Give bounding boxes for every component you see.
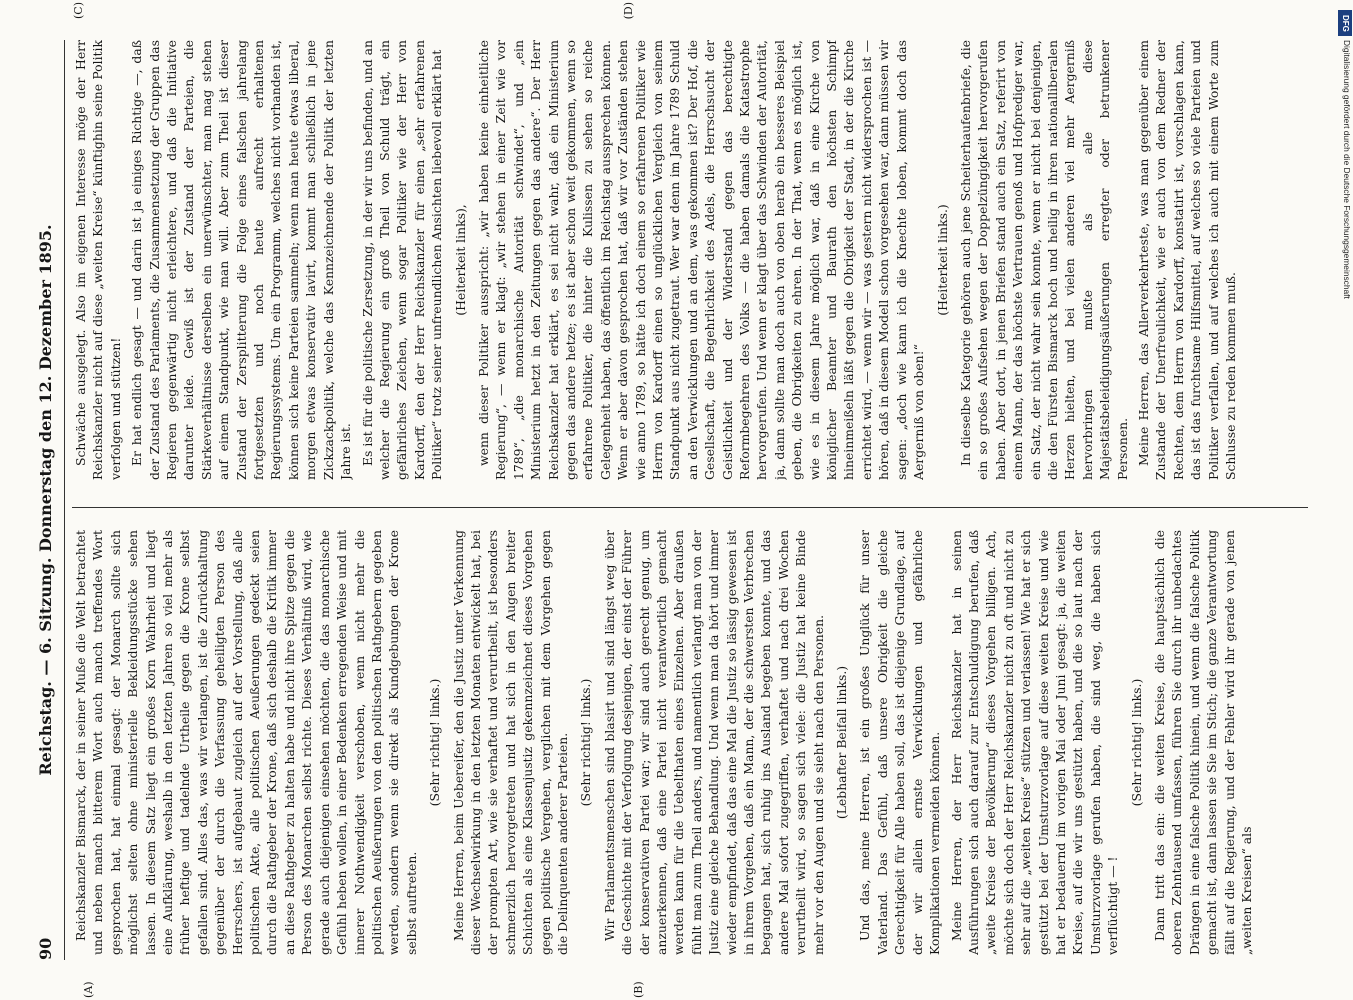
margin-marker-a: (A) <box>82 981 95 998</box>
paragraph: wenn dieser Politiker ausspricht: „wir haben keine einheitliche Regierung“, — wenn er klagt: „wir stehen in einer Zeit wie vor 1789“, „die monarchische Autorität schwindet“, und „ein Ministerium hetzt in den Zeitungen gegen das andere“. Der Herr Reichskanzler hat erklärt, es sei nicht wahr, daß ein Ministerium gegen das andere hetze; es ist aber schon weit gekommen, wenn so erfahrene Politiker, die hinter die Kulissen zu sehen so reiche Gelegenheit haben, das öffentlich im Reichstag aussprechen können. Wenn er aber davon gesprochen hat, daß wir vor Zuständen stehen wie anno 1789, so hätte ich doch einem so erfahrenen Politiker wie Herrn von Kardorff einen so unglücklichen Vergleich von seinem Standpunkt aus nicht zugetraut. Wer war denn im Jahre 1789 Schuld an den Verwicklungen und an dem, was gekommen ist? Der Hof, die Gesellschaft, die Begehrlichkeit des Adels, die Herrschsucht der Geistlichkeit und der Widerstand gegen das berechtigte Reformbegehren des Volks — die haben damals die Katastrophe hervorgerufen. Und wenn er klagt über das Schwinden der Autorität, ja, dann sollte man doch auch von oben herab ein besseres Beispiel geben, die Obrigkeiten zu ehren. In der That, wenn es möglich ist, wie es in diesem Jahre möglich war, daß in eine Kirche von königlicher Beamter und Baurath den höchsten Schimpf hineinmeißeln läßt gegen die Obrigkeit der Stadt, in der die Kirche errichtet wird, — wenn wir — was gestern nicht widersprochen ist — hören, daß in diesem Modell schon vorgesehen war, dann müssen wir sagen: „doch wie kann ich die Knechte loben, kommt doch das Aergerniß von oben!“ <box>475 40 927 480</box>
dfg-logo: DFG <box>1338 10 1352 36</box>
paragraph: In dieselbe Kategorie gehören auch jene Scheiterhaufenbriefe, die ein so großes Aufsehen wegen der Doppelzüngigkeit hervorgerufen haben. Aber dort, in jenen Briefen stand auch ein Satz, referirt von einem Mann, der das höchste Vertrauen genoß und Hofprediger war, ein Satz, der nicht wahr sein konnte, wenn er nicht bei denjenigen, die den Fürsten Bismarck hoch und heilig in ihren nationalliberalen Herzen hielten, und bei vielen anderen viel mehr Aergerniß hervorbringen mußte als alle diese Majestätsbeleidigungsäußerungen erregter oder betrunkener Personen. <box>957 40 1130 480</box>
column-divider <box>72 507 1308 508</box>
interjection: (Lebhafter Beifall links.) <box>834 665 850 820</box>
paragraph: Wir Parlamentsmenschen sind blasirt und sind längst weg über die Geschichte mit der Verfolgung desjenigen, der einst der Führer der konservativen Partei war; wir sind auch gerecht genug, um anzuerkennen, daß eine Partei nicht verantwortlich gemacht werden kann für die Uebelthaten eines Einzelnen. Aber draußen fühlt man zum Theil anders, und namentlich verlangt man von der Justiz eine gleiche Behandlung. Und wenn man da hört und immer wieder empfindet, daß das eine Mal die Justiz so lässig gewesen ist in ihrem Vorgehen, daß ein Mann, der die schwersten Verbrechen begangen hat, sich ruhig ins Ausland begeben konnte, und das andere Mal sofort zugegriffen, verhaftet und nach drei Wochen verurtheilt wird, so sagen sich viele: die Justiz hat keine Binde mehr vor den Augen und sie sieht nach den Personen. <box>601 530 826 955</box>
left-column <box>72 530 1312 955</box>
page-header <box>30 40 65 960</box>
paragraph: Meine Herren, das Allerverkehrteste, was man gegenüber einem Zustande der Unerfreulichkeit, wie er auch von dem Redner der Rechten, dem Herrn von Kardorff, konstatirt ist, vorschlagen kann, das ist das furchtsame Hilfsmittel, auf welches so viele Parteien und Politiker verfallen, und auf welches ich auch mit einem Worte zum Schlusse zu reden kommen muß. <box>1135 40 1238 480</box>
funding-sidebar <box>1338 10 1352 990</box>
funding-note: Digitalisierung gefördert durch die Deutsche Forschungsgemeinschaft <box>1342 40 1352 299</box>
page-title: Reichstag. — 6. Sitzung. Donnerstag den 12. Dezember 1895. <box>36 224 55 776</box>
rotated-document <box>22 0 1322 1000</box>
right-column <box>72 40 1312 480</box>
interjection: (Heiterkeit links), <box>452 204 468 316</box>
interjection: (Sehr richtig! links.) <box>1128 678 1144 807</box>
paragraph: Schwäche ausgelegt. Also im eigenen Interesse möge der Herr Reichskanzler nicht auf diese „weiten Kreise“ künftighin seine Politik verfolgen und stützen! <box>73 40 123 480</box>
margin-marker-b: (B) <box>632 981 645 998</box>
paragraph: Meine Herren, beim Uebereifer, den die Justiz unter Verkennung dieser Wechselwirkung in den letzten Monaten entwickelt hat, bei der prompten Art, wie sie verhaftet und verurtheilt, ist besonders schmerzlich hervorgetreten und hat sich in den Augen breiter Schichten als eine Klassenjustiz gekennzeichnet dieses Vorgehen gegen politische Vergehen, verglichen mit dem Vorgehen gegen die Delinquenten anderer Parteien. <box>450 530 570 955</box>
paragraph: Er hat endlich gesagt — und darin ist ja einiges Richtige —, daß der Zustand des Parlaments, die Zusammensetzung der Gruppen das Regieren gegenwärtig nicht erleichtere, und daß die Initiative darunter leide. Gewiß ist der Zustand der Parteien, die Stärkeverhältnisse derselben ein unerwünschter, man mag stehen auf einem Standpunkt, wie man will. Aber zum Theil ist dieser Zustand der Zersplitterung die Folge eines falschen jahrelang fortgesetzten und noch heute aufrecht erhaltenen Regierungssystems. Um ein Programm, welches nicht vorhanden ist, können sich keine Parteien sammeln; wenn man heute etwas liberal, morgen etwas konservativ lavirt, kommt man schließlich in jene Zickzackpolitik, welche das Kennzeichnende der Politik der letzten Jahre ist. <box>129 40 354 480</box>
paragraph: Es ist für die politische Zersetzung, in der wir uns befinden, und an welcher die Regierung ein groß Theil von Schuld trägt, ein gefährliches Zeichen, wenn sogar Politiker wie der Herr von Kardorff, den der Herr Reichskanzler für einen „sehr erfahrenen Politiker“ trotz seiner unfreundlichen Ansichten liebevoll erklärt hat <box>359 40 445 480</box>
interjection: (Sehr richtig! links.) <box>427 678 443 807</box>
margin-marker-d: (D) <box>622 2 635 20</box>
page-number: 90 <box>36 937 55 960</box>
interjection: (Heiterkeit links.) <box>934 204 950 316</box>
paragraph: Meine Herren, der Herr Reichskanzler hat in seinen Ausführungen sich auch darauf zur Entschuldigung berufen, daß „weite Kreise der Bevölkerung“ dieses Vorgehen billigen. Ach, möchte sich doch der Herr Reichskanzler nicht zu oft und nicht zu sehr auf die „weiten Kreise“ stützen und verlassen! Wie hat er sich gestützt bei der Umsturzvorlage auf diese weiten Kreise und wie hat er bedauernd im vorigen Mai oder Juni gesagt: ja, die weiten Kreise, auf die wir uns gestützt haben, und die so laut nach der Umsturzvorlage gerufen haben, die sind weg, die haben sich verflüchtigt — ! <box>948 530 1121 955</box>
paragraph: Und das, meine Herren, ist ein großes Unglück für unser Vaterland. Das Gefühl, daß unsere Obrigkeit die gleiche Gerechtigkeit für Alle haben soll, das ist diejenige Grundlage, auf der wir allein ernste Verwicklungen und gefährliche Komplikationen vermeiden können. <box>857 530 943 955</box>
margin-marker-c: (C) <box>72 2 85 19</box>
interjection: (Sehr richtig! links.) <box>578 678 594 807</box>
paragraph: Reichskanzler Bismarck, der in seiner Muße die Welt betrachtet und neben manch bitterem Wort auch manch treffendes Wort gesprochen hat, hat einmal gesagt: der Monarch sollte sich möglichst selten ohne ministerielle Bekleidungsstücke sehen lassen. In diesem Satz liegt ein großes Korn Wahrheit und liegt eine Aufklärung, weshalb in den letzten Jahren so viel mehr als früher heftige und tadelnde Urtheile gegen die Krone selbst gefallen sind. Alles das, was wir verlangen, ist die Zurückhaltung gegenüber der durch die Verfassung geheiligten Person des Herrschers, ist aufgebaut zugleich auf der Vorstellung, daß alle politischen Akte, alle politischen Aeußerungen gedeckt seien durch die Rathgeber der Krone, daß sich deshalb die Kritik immer an diese Rathgeber zu halten habe und nicht ihre Spitze gegen die Person des Monarchen selbst richte. Dieses Verhältniß wird, wie gerade auch diejenigen einsehen möchten, die das monarchische Gefühl heben wollen, in einer Bedenken erregenden Weise und mit innerer Nothwendigkeit verschoben, wenn nicht mehr die politischen Aeußerungen von den politischen Rathgebern gegeben werden, sondern wenn sie direkt als Kundgebungen der Krone selbst auftreten. <box>73 530 419 955</box>
paragraph: Dann tritt das ein: die weiten Kreise, die hauptsächlich die oberen Zehntausend umfassen, führen Sie durch ihr unbedachtes Drängen in eine falsche Politik hinein, und wenn die falsche Politik gemacht ist, dann lassen sie Sie im Stich; die ganze Verantwortung fällt auf die Regierung, und der Fehler wird ihr gerade von jenen „weiten Kreisen“ als <box>1151 530 1254 955</box>
